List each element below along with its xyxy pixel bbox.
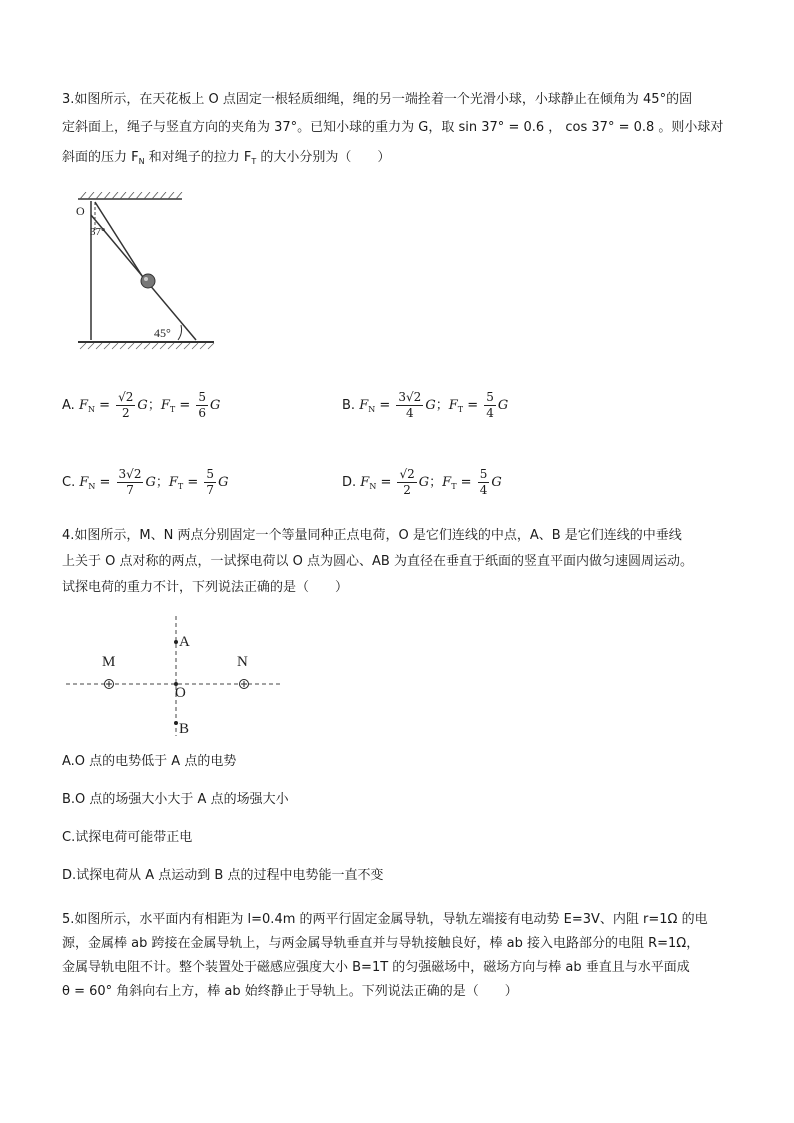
q4-option-b[interactable]: B.O 点的场强大小大于 A 点的场强大小 (62, 792, 289, 807)
q5-stem-line1: 5.如图所示，水平面内有相距为 l=0.4m 的两平行固定金属导轨，导轨左端接有电动势 E=3V、内阻 r=1Ω 的电 (62, 912, 708, 927)
q5-stem-line4: θ = 60° 角斜向右上方，棒 ab 始终静止于导轨上。下列说法正确的是（ ） (62, 984, 518, 999)
label-a: A (179, 634, 190, 650)
q3-stem-line2: 定斜面上，绳子与竖直方向的夹角为 37°。已知小球的重力为 G，取 sin 37° = 0.6 ， cos 37° = 0.8 。则小球对 (62, 120, 724, 135)
label-b: B (179, 721, 190, 737)
q4-charge-figure (66, 614, 286, 740)
charge-m (105, 680, 114, 689)
q4-stem-line2: 上关于 O 点对称的两点，一试探电荷以 O 点为圆心、AB 为直径在垂直于纸面的竖直平面内做匀速圆周运动。 (62, 554, 693, 569)
label-n: N (237, 654, 248, 670)
option-a[interactable]: A. $F_N$ = $\frac{√2}{2}$ G；$F_T$ = $\frac{5}{6}$ G (62, 390, 221, 420)
label-45: 45° (154, 326, 171, 340)
q4-stem-line1: 4.如图所示，M、N 两点分别固定一个等量同种正点电荷，O 是它们连线的中点，A、B 是它们连线的中垂线 (62, 528, 682, 543)
charge-n (240, 680, 249, 689)
q3-stem-line1: 3.如图所示，在天花板上 O 点固定一根轻质细绳，绳的另一端拴着一个光滑小球，小球静止在倾角为 45°的固 (62, 92, 693, 107)
label-37: 37° (90, 226, 106, 238)
q3-stem-line3 (62, 148, 390, 172)
q4-option-d[interactable]: D.试探电荷从 A 点运动到 B 点的过程中电势能一直不变 (62, 868, 384, 883)
q4-option-c[interactable]: C.试探电荷可能带正电 (62, 830, 193, 845)
option-b[interactable]: B. $F_N$ = $\frac{3√2}{4}$ G；$F_T$ = $\frac{5}{4}$ G (342, 390, 509, 420)
q4-option-a[interactable]: A.O 点的电势低于 A 点的电势 (62, 754, 237, 769)
q5-stem-line2: 源，金属棒 ab 跨接在金属导轨上，与两金属导轨垂直并与导轨接触良好，棒 ab 接入电路部分的电阻 R=1Ω， (62, 936, 700, 951)
option-c[interactable]: C. $F_N$ = $\frac{3√2}{7}$ G；$F_T$ = $\frac{5}{7}$ G (62, 467, 229, 497)
q3-incline-figure (72, 192, 222, 357)
ball (141, 274, 155, 288)
q4-stem-line3: 试探电荷的重力不计，下列说法正确的是（ ） (62, 580, 349, 595)
q3-stem-line3-text: 斜面的压力 $F_N$ 和对绳子的拉力 $F_T$ 的大小分别为（ ） (62, 150, 391, 166)
q5-stem-line3: 金属导轨电阻不计。整个装置处于磁感应强度大小 B=1T 的匀强磁场中，磁场方向与棒 ab 垂直且与水平面成 (62, 960, 690, 975)
label-m: M (102, 654, 116, 670)
label-o: O (76, 204, 85, 218)
option-d[interactable]: D. $F_N$ = $\frac{√2}{2}$ G；$F_T$ = $\frac{5}{4}$ G (342, 467, 502, 497)
point-a (174, 640, 178, 644)
label-o: O (175, 685, 186, 701)
point-b (174, 721, 178, 725)
